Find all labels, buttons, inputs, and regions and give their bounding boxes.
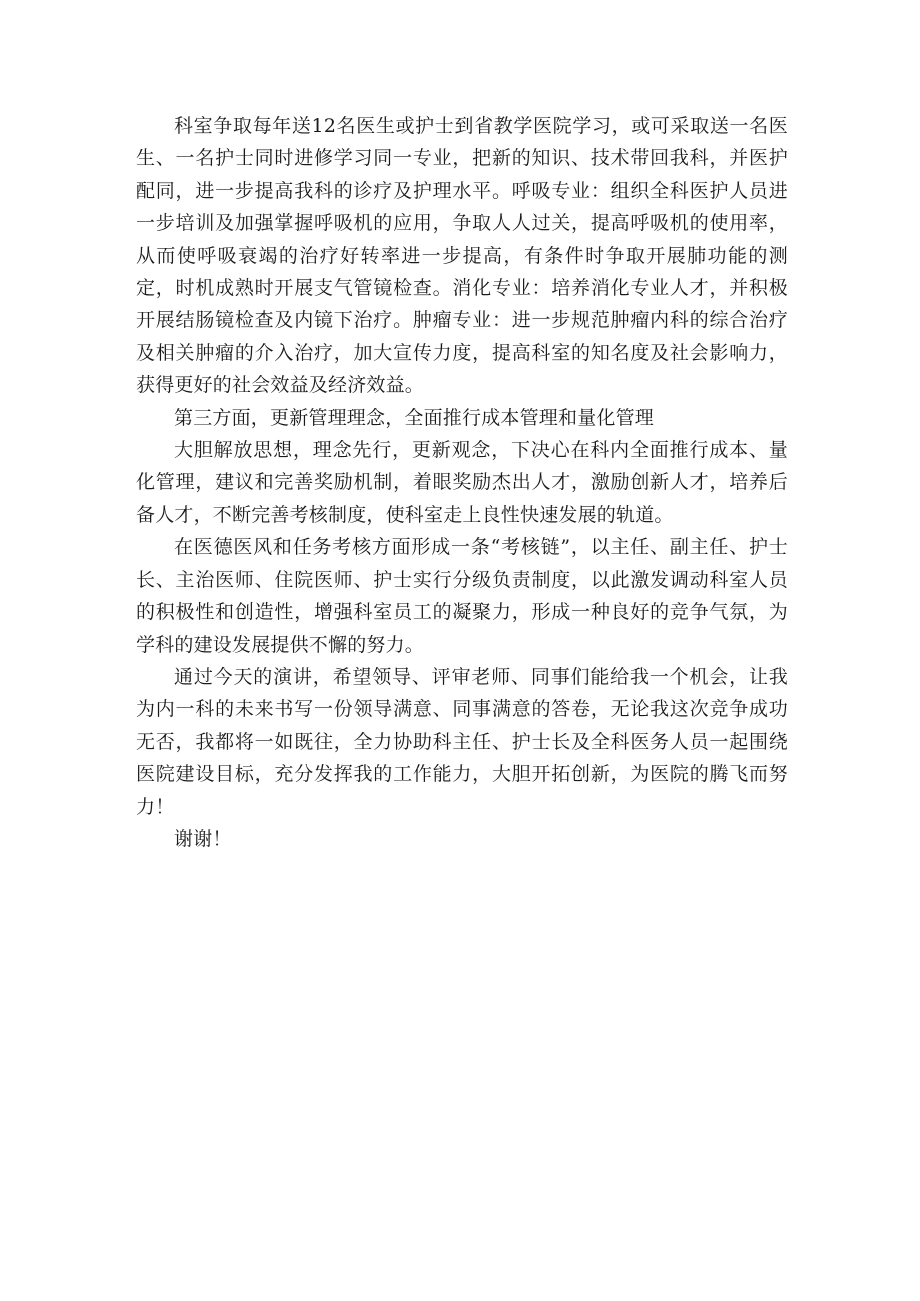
paragraph-training-plan: 科室争取每年送12名医生或护士到省教学医院学习，或可采取送一名医生、一名护士同时进修学习同一专业，把新的知识、技术带回我科，并医护配同，进一步提高我科的诊疗及护理水平。呼吸专业：组织全科医护人员进一步培训及加强掌握呼吸机的应用，争取人人过关，提高呼吸机的使用率，从而使呼吸衰竭的治疗好转率进一步提高，有条件时争取开展肺功能的测定，时机成熟时开展支气管镜检查。消化专业：培养消化专业人才，并积极开展结肠镜检查及内镜下治疗。肿瘤专业：进一步规范肿瘤内科的综合治疗及相关肿瘤的介入治疗，加大宣传力度，提高科室的知名度及社会影响力，获得更好的社会效益及经济效益。 xyxy=(136,115,788,397)
document-body xyxy=(136,110,788,855)
paragraph-thanks: 谢谢！ xyxy=(174,827,232,850)
section-heading-management: 第三方面，更新管理理念，全面推行成本管理和量化管理 xyxy=(174,406,655,429)
paragraph-assessment-chain: 在医德医风和任务考核方面形成一条“考核链”，以主任、副主任、护士长、主治医师、住院医师、护士实行分级负责制度，以此激发调动科室人员的积极性和创造性，增强科室员工的凝聚力，形成一种良好的竞争气氛，为学科的建设发展提供不懈的努力。 xyxy=(136,536,788,656)
paragraph-cost-management: 大胆解放思想，理念先行，更新观念，下决心在科内全面推行成本、量化管理，建议和完善奖励机制，着眼奖励杰出人才，激励创新人才，培养后备人才，不断完善考核制度，使科室走上良性快速发展的轨道。 xyxy=(136,439,788,526)
paragraph-closing-remarks: 通过今天的演讲，希望领导、评审老师、同事们能给我一个机会，让我为内一科的未来书写一份领导满意、同事满意的答卷，无论我这次竞争成功无否，我都将一如既往，全力协助科主任、护士长及全科医务人员一起围绕医院建设目标，充分发挥我的工作能力，大胆开拓创新，为医院的腾飞而努力！ xyxy=(136,665,788,818)
